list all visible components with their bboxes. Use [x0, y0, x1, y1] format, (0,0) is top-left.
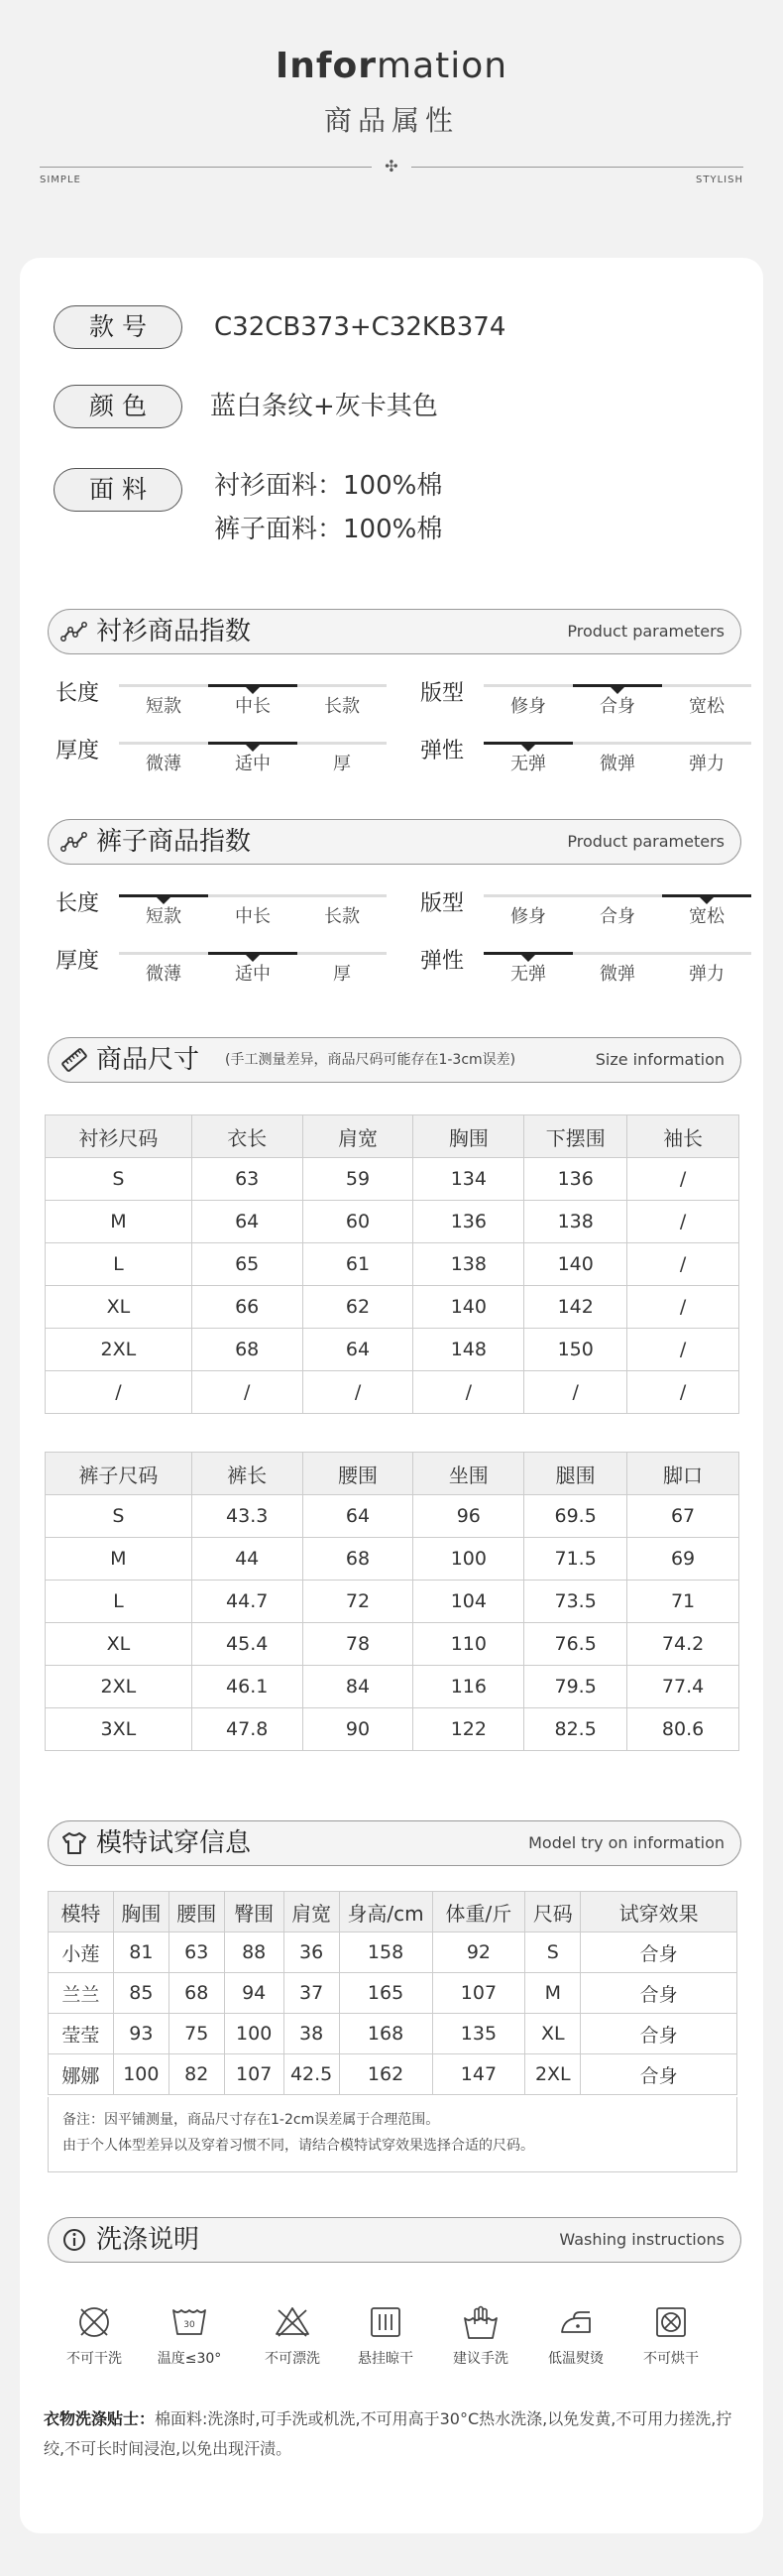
table-cell: 140	[413, 1286, 524, 1329]
table-cell: 64	[302, 1329, 413, 1371]
header-left-tag: SIMPLE	[40, 175, 81, 185]
section-title: 商品尺寸	[96, 1045, 200, 1075]
table-cell: 85	[113, 1973, 168, 2014]
table-cell: 64	[302, 1495, 413, 1538]
table-row	[46, 1581, 739, 1623]
table-cell: 43.3	[191, 1495, 302, 1538]
table-cell: 77.4	[627, 1666, 739, 1708]
table-cell: 72	[302, 1581, 413, 1623]
param-option: 微薄	[146, 754, 181, 774]
param-label: 版型	[420, 891, 465, 916]
table-cell: 合身	[581, 2054, 737, 2095]
param-label: 厚度	[56, 739, 100, 763]
table-cell: /	[302, 1371, 413, 1414]
table-cell: 135	[432, 2014, 525, 2054]
hand-wash-icon	[440, 2302, 521, 2368]
table-row	[46, 1708, 739, 1751]
svg-text:30: 30	[183, 2320, 195, 2330]
param-option: 弹力	[689, 754, 725, 774]
washing-header	[48, 2217, 741, 2263]
table-row	[46, 1666, 739, 1708]
param-option: 短款	[146, 696, 181, 717]
ruler-icon	[60, 1047, 88, 1073]
wash-label: 低温熨烫	[548, 2351, 604, 2367]
table-cell: 莹莹	[49, 2014, 114, 2054]
param-option: 宽松	[689, 906, 725, 927]
tshirt-icon	[60, 1830, 88, 1856]
param-option: 厚	[333, 964, 351, 985]
size-info-header	[48, 1037, 741, 1083]
table-row	[49, 2054, 737, 2095]
table-cell: 61	[302, 1243, 413, 1286]
table-row	[46, 1243, 739, 1286]
low-iron-icon	[535, 2302, 616, 2368]
trend-line-icon	[60, 619, 88, 644]
wash-label: 不可干洗	[66, 2351, 122, 2367]
table-row	[49, 2014, 737, 2054]
param-option: 适中	[235, 754, 271, 774]
table-cell: 100	[224, 2014, 283, 2054]
table-cell: 82.5	[524, 1708, 627, 1751]
table-cell: 66	[191, 1286, 302, 1329]
param-option: 微弹	[600, 754, 635, 774]
table-cell: 136	[524, 1158, 627, 1201]
fabric-value-pants: 裤子面料：100%棉	[214, 515, 443, 544]
table-cell: 60	[302, 1201, 413, 1243]
table-cell: 138	[413, 1243, 524, 1286]
param-label: 厚度	[56, 949, 100, 974]
table-cell: S	[46, 1495, 192, 1538]
table-cell: 合身	[581, 2014, 737, 2054]
table-cell: 65	[191, 1243, 302, 1286]
shirt-params-header	[48, 609, 741, 654]
table-cell: 162	[339, 2054, 432, 2095]
table-header-cell: 下摆围	[524, 1115, 627, 1158]
model-note	[48, 2097, 737, 2172]
section-subtitle-en: Model try on information	[528, 1833, 725, 1852]
no-dry-clean-icon	[54, 2302, 135, 2368]
param-option: 合身	[600, 696, 635, 717]
table-cell: 68	[168, 1973, 224, 2014]
table-header-cell: 裤子尺码	[46, 1453, 192, 1495]
table-cell: M	[46, 1538, 192, 1581]
param-option: 厚	[333, 754, 351, 774]
param-option: 长款	[324, 696, 360, 717]
color-label: 颜色	[54, 385, 182, 428]
table-header-cell: 衬衫尺码	[46, 1115, 192, 1158]
table-cell: 107	[432, 1973, 525, 2014]
table-cell: 67	[627, 1495, 739, 1538]
table-cell: 合身	[581, 1932, 737, 1973]
table-cell: /	[524, 1371, 627, 1414]
param-option: 无弹	[510, 964, 546, 985]
table-cell: 73.5	[524, 1581, 627, 1623]
pants-params-header	[48, 819, 741, 865]
table-cell: /	[627, 1158, 739, 1201]
table-cell: 42.5	[283, 2054, 339, 2095]
table-row	[46, 1329, 739, 1371]
hang-dry-icon	[345, 2302, 426, 2368]
param-option: 宽松	[689, 696, 725, 717]
table-cell: 59	[302, 1158, 413, 1201]
table-cell: 142	[524, 1286, 627, 1329]
table-header-row	[46, 1115, 739, 1158]
table-cell: L	[46, 1243, 192, 1286]
table-cell: 138	[524, 1201, 627, 1243]
table-header-cell: 臀围	[224, 1892, 283, 1932]
section-title: 模特试穿信息	[96, 1828, 252, 1858]
wash-label: 不可漂洗	[265, 2351, 320, 2367]
table-cell: 44	[191, 1538, 302, 1581]
table-cell: 94	[224, 1973, 283, 2014]
table-cell: 64	[191, 1201, 302, 1243]
table-cell: 147	[432, 2054, 525, 2095]
table-header-cell: 胸围	[413, 1115, 524, 1158]
wash-label: 悬挂晾干	[358, 2351, 413, 2367]
param-label: 长度	[56, 891, 100, 916]
wash-30-icon	[149, 2302, 230, 2368]
table-cell: 81	[113, 1932, 168, 1973]
table-cell: S	[46, 1158, 192, 1201]
table-header-cell: 腰围	[168, 1892, 224, 1932]
param-option: 无弹	[510, 754, 546, 774]
no-tumble-dry-icon	[630, 2302, 712, 2368]
table-cell: 74.2	[627, 1623, 739, 1666]
param-option: 微弹	[600, 964, 635, 985]
table-cell: 62	[302, 1286, 413, 1329]
table-cell: 2XL	[525, 2054, 581, 2095]
divider	[411, 167, 743, 168]
table-cell: 88	[224, 1932, 283, 1973]
table-row	[46, 1371, 739, 1414]
divider	[40, 167, 372, 168]
table-cell: 69	[627, 1538, 739, 1581]
table-cell: /	[627, 1329, 739, 1371]
table-cell: 93	[113, 2014, 168, 2054]
table-cell: 122	[413, 1708, 524, 1751]
table-row	[49, 1932, 737, 1973]
table-row	[49, 1973, 737, 2014]
param-option: 中长	[235, 906, 271, 927]
param-label: 弹性	[420, 739, 465, 763]
washing-tips-label: 衣物洗涤贴士：	[44, 2409, 156, 2428]
table-cell: 100	[113, 2054, 168, 2095]
table-cell: 63	[191, 1158, 302, 1201]
washing-tips-text: 棉面料:洗涤时,可手洗或机洗,不可用高于30°C热水洗涤,以免发黄,不可用力搓洗,拧绞,不可长时间浸泡,以免出现汗渍。	[44, 2409, 732, 2458]
table-cell: XL	[46, 1286, 192, 1329]
table-header-cell: 坐围	[413, 1453, 524, 1495]
table-cell: 68	[302, 1538, 413, 1581]
table-cell: 44.7	[191, 1581, 302, 1623]
table-header-cell: 裤长	[191, 1453, 302, 1495]
fabric-value-shirt: 衬衫面料：100%棉	[214, 471, 443, 501]
washing-tips	[44, 2404, 751, 2464]
shirt-size-table	[45, 1114, 739, 1414]
table-cell: 45.4	[191, 1623, 302, 1666]
table-header-cell: 身高/cm	[339, 1892, 432, 1932]
wash-label: 不可烘干	[643, 2351, 699, 2367]
table-cell: /	[46, 1371, 192, 1414]
table-cell: 79.5	[524, 1666, 627, 1708]
table-header-cell: 袖长	[627, 1115, 739, 1158]
section-title: 衬衫商品指数	[96, 617, 252, 646]
table-cell: 2XL	[46, 1329, 192, 1371]
table-cell: 38	[283, 2014, 339, 2054]
table-header-cell: 衣长	[191, 1115, 302, 1158]
table-cell: 小莲	[49, 1932, 114, 1973]
param-option: 修身	[510, 696, 546, 717]
table-cell: 110	[413, 1623, 524, 1666]
cross-ornament-icon: ✣	[385, 157, 398, 176]
param-option: 中长	[235, 696, 271, 717]
table-header-cell: 肩宽	[283, 1892, 339, 1932]
table-cell: 150	[524, 1329, 627, 1371]
table-cell: 63	[168, 1932, 224, 1973]
info-icon	[60, 2227, 88, 2253]
pants-size-table	[45, 1452, 739, 1751]
header-title: Information	[275, 46, 508, 86]
table-cell: 68	[191, 1329, 302, 1371]
model-info-header	[48, 1820, 741, 1866]
table-cell: 69.5	[524, 1495, 627, 1538]
table-header-row	[49, 1892, 737, 1932]
table-row	[46, 1538, 739, 1581]
style-no-label: 款号	[54, 305, 182, 349]
table-cell: 134	[413, 1158, 524, 1201]
trend-line-icon	[60, 829, 88, 855]
wash-label: 温度≤30°	[157, 2351, 222, 2367]
table-cell: 76.5	[524, 1623, 627, 1666]
table-row	[46, 1286, 739, 1329]
section-note: (手工测量差异，商品尺码可能存在1-3cm误差)	[225, 1052, 516, 1068]
table-cell: 75	[168, 2014, 224, 2054]
table-cell: 47.8	[191, 1708, 302, 1751]
table-header-cell: 胸围	[113, 1892, 168, 1932]
table-cell: /	[627, 1371, 739, 1414]
table-cell: 37	[283, 1973, 339, 2014]
table-row	[46, 1623, 739, 1666]
fabric-label: 面料	[54, 468, 182, 512]
table-cell: 78	[302, 1623, 413, 1666]
table-cell: 140	[524, 1243, 627, 1286]
table-cell: 168	[339, 2014, 432, 2054]
table-row	[46, 1201, 739, 1243]
table-cell: 100	[413, 1538, 524, 1581]
table-cell: /	[413, 1371, 524, 1414]
param-option: 微薄	[146, 964, 181, 985]
table-cell: 3XL	[46, 1708, 192, 1751]
table-cell: 84	[302, 1666, 413, 1708]
param-label: 版型	[420, 681, 465, 706]
table-cell: 165	[339, 1973, 432, 2014]
param-option: 合身	[600, 906, 635, 927]
table-cell: 82	[168, 2054, 224, 2095]
model-note-line: 由于个人体型差异以及穿着习惯不同，请结合模特试穿效果选择合适的尺码。	[62, 2138, 534, 2154]
table-cell: /	[627, 1286, 739, 1329]
table-cell: /	[627, 1243, 739, 1286]
table-header-cell: 试穿效果	[581, 1892, 737, 1932]
table-header-cell: 体重/斤	[432, 1892, 525, 1932]
table-cell: 90	[302, 1708, 413, 1751]
table-cell: 兰兰	[49, 1973, 114, 2014]
header-subtitle: 商品属性	[323, 104, 459, 137]
model-note-line: 备注：因平铺测量，商品尺寸存在1-2cm误差属于合理范围。	[62, 2112, 440, 2128]
table-cell: /	[627, 1201, 739, 1243]
table-cell: 96	[413, 1495, 524, 1538]
table-cell: 158	[339, 1932, 432, 1973]
table-header-cell: 模特	[49, 1892, 114, 1932]
table-cell: 148	[413, 1329, 524, 1371]
table-cell: 104	[413, 1581, 524, 1623]
param-option: 短款	[146, 906, 181, 927]
table-cell: 107	[224, 2054, 283, 2095]
table-cell: XL	[525, 2014, 581, 2054]
table-cell: 合身	[581, 1973, 737, 2014]
table-cell: 71.5	[524, 1538, 627, 1581]
table-cell: 80.6	[627, 1708, 739, 1751]
section-title: 裤子商品指数	[96, 827, 252, 857]
table-cell: M	[46, 1201, 192, 1243]
table-cell: /	[191, 1371, 302, 1414]
table-cell: 2XL	[46, 1666, 192, 1708]
table-row	[46, 1495, 739, 1538]
table-cell: XL	[46, 1623, 192, 1666]
table-header-row	[46, 1453, 739, 1495]
wash-label: 建议手洗	[453, 2351, 508, 2367]
model-table	[48, 1891, 737, 2095]
param-option: 长款	[324, 906, 360, 927]
style-no-value: C32CB373+C32KB374	[214, 312, 506, 342]
table-cell: M	[525, 1973, 581, 2014]
section-subtitle-en: Washing instructions	[559, 2230, 725, 2249]
no-bleach-icon	[252, 2302, 333, 2368]
param-option: 弹力	[689, 964, 725, 985]
color-value: 蓝白条纹+灰卡其色	[210, 392, 438, 421]
table-cell: 46.1	[191, 1666, 302, 1708]
section-subtitle-en: Size information	[595, 1050, 725, 1069]
table-cell: S	[525, 1932, 581, 1973]
section-title: 洗涤说明	[96, 2225, 200, 2255]
param-option: 适中	[235, 964, 271, 985]
param-label: 弹性	[420, 949, 465, 974]
table-cell: 92	[432, 1932, 525, 1973]
table-header-cell: 脚口	[627, 1453, 739, 1495]
table-row	[46, 1158, 739, 1201]
table-cell: 116	[413, 1666, 524, 1708]
table-cell: 71	[627, 1581, 739, 1623]
table-cell: L	[46, 1581, 192, 1623]
table-cell: 娜娜	[49, 2054, 114, 2095]
table-header-cell: 腰围	[302, 1453, 413, 1495]
header-right-tag: STYLISH	[696, 175, 743, 185]
param-option: 修身	[510, 906, 546, 927]
table-header-cell: 腿围	[524, 1453, 627, 1495]
param-label: 长度	[56, 681, 100, 706]
table-header-cell: 肩宽	[302, 1115, 413, 1158]
section-subtitle-en: Product parameters	[567, 832, 725, 851]
table-cell: 36	[283, 1932, 339, 1973]
table-header-cell: 尺码	[525, 1892, 581, 1932]
table-cell: 136	[413, 1201, 524, 1243]
section-subtitle-en: Product parameters	[567, 622, 725, 641]
